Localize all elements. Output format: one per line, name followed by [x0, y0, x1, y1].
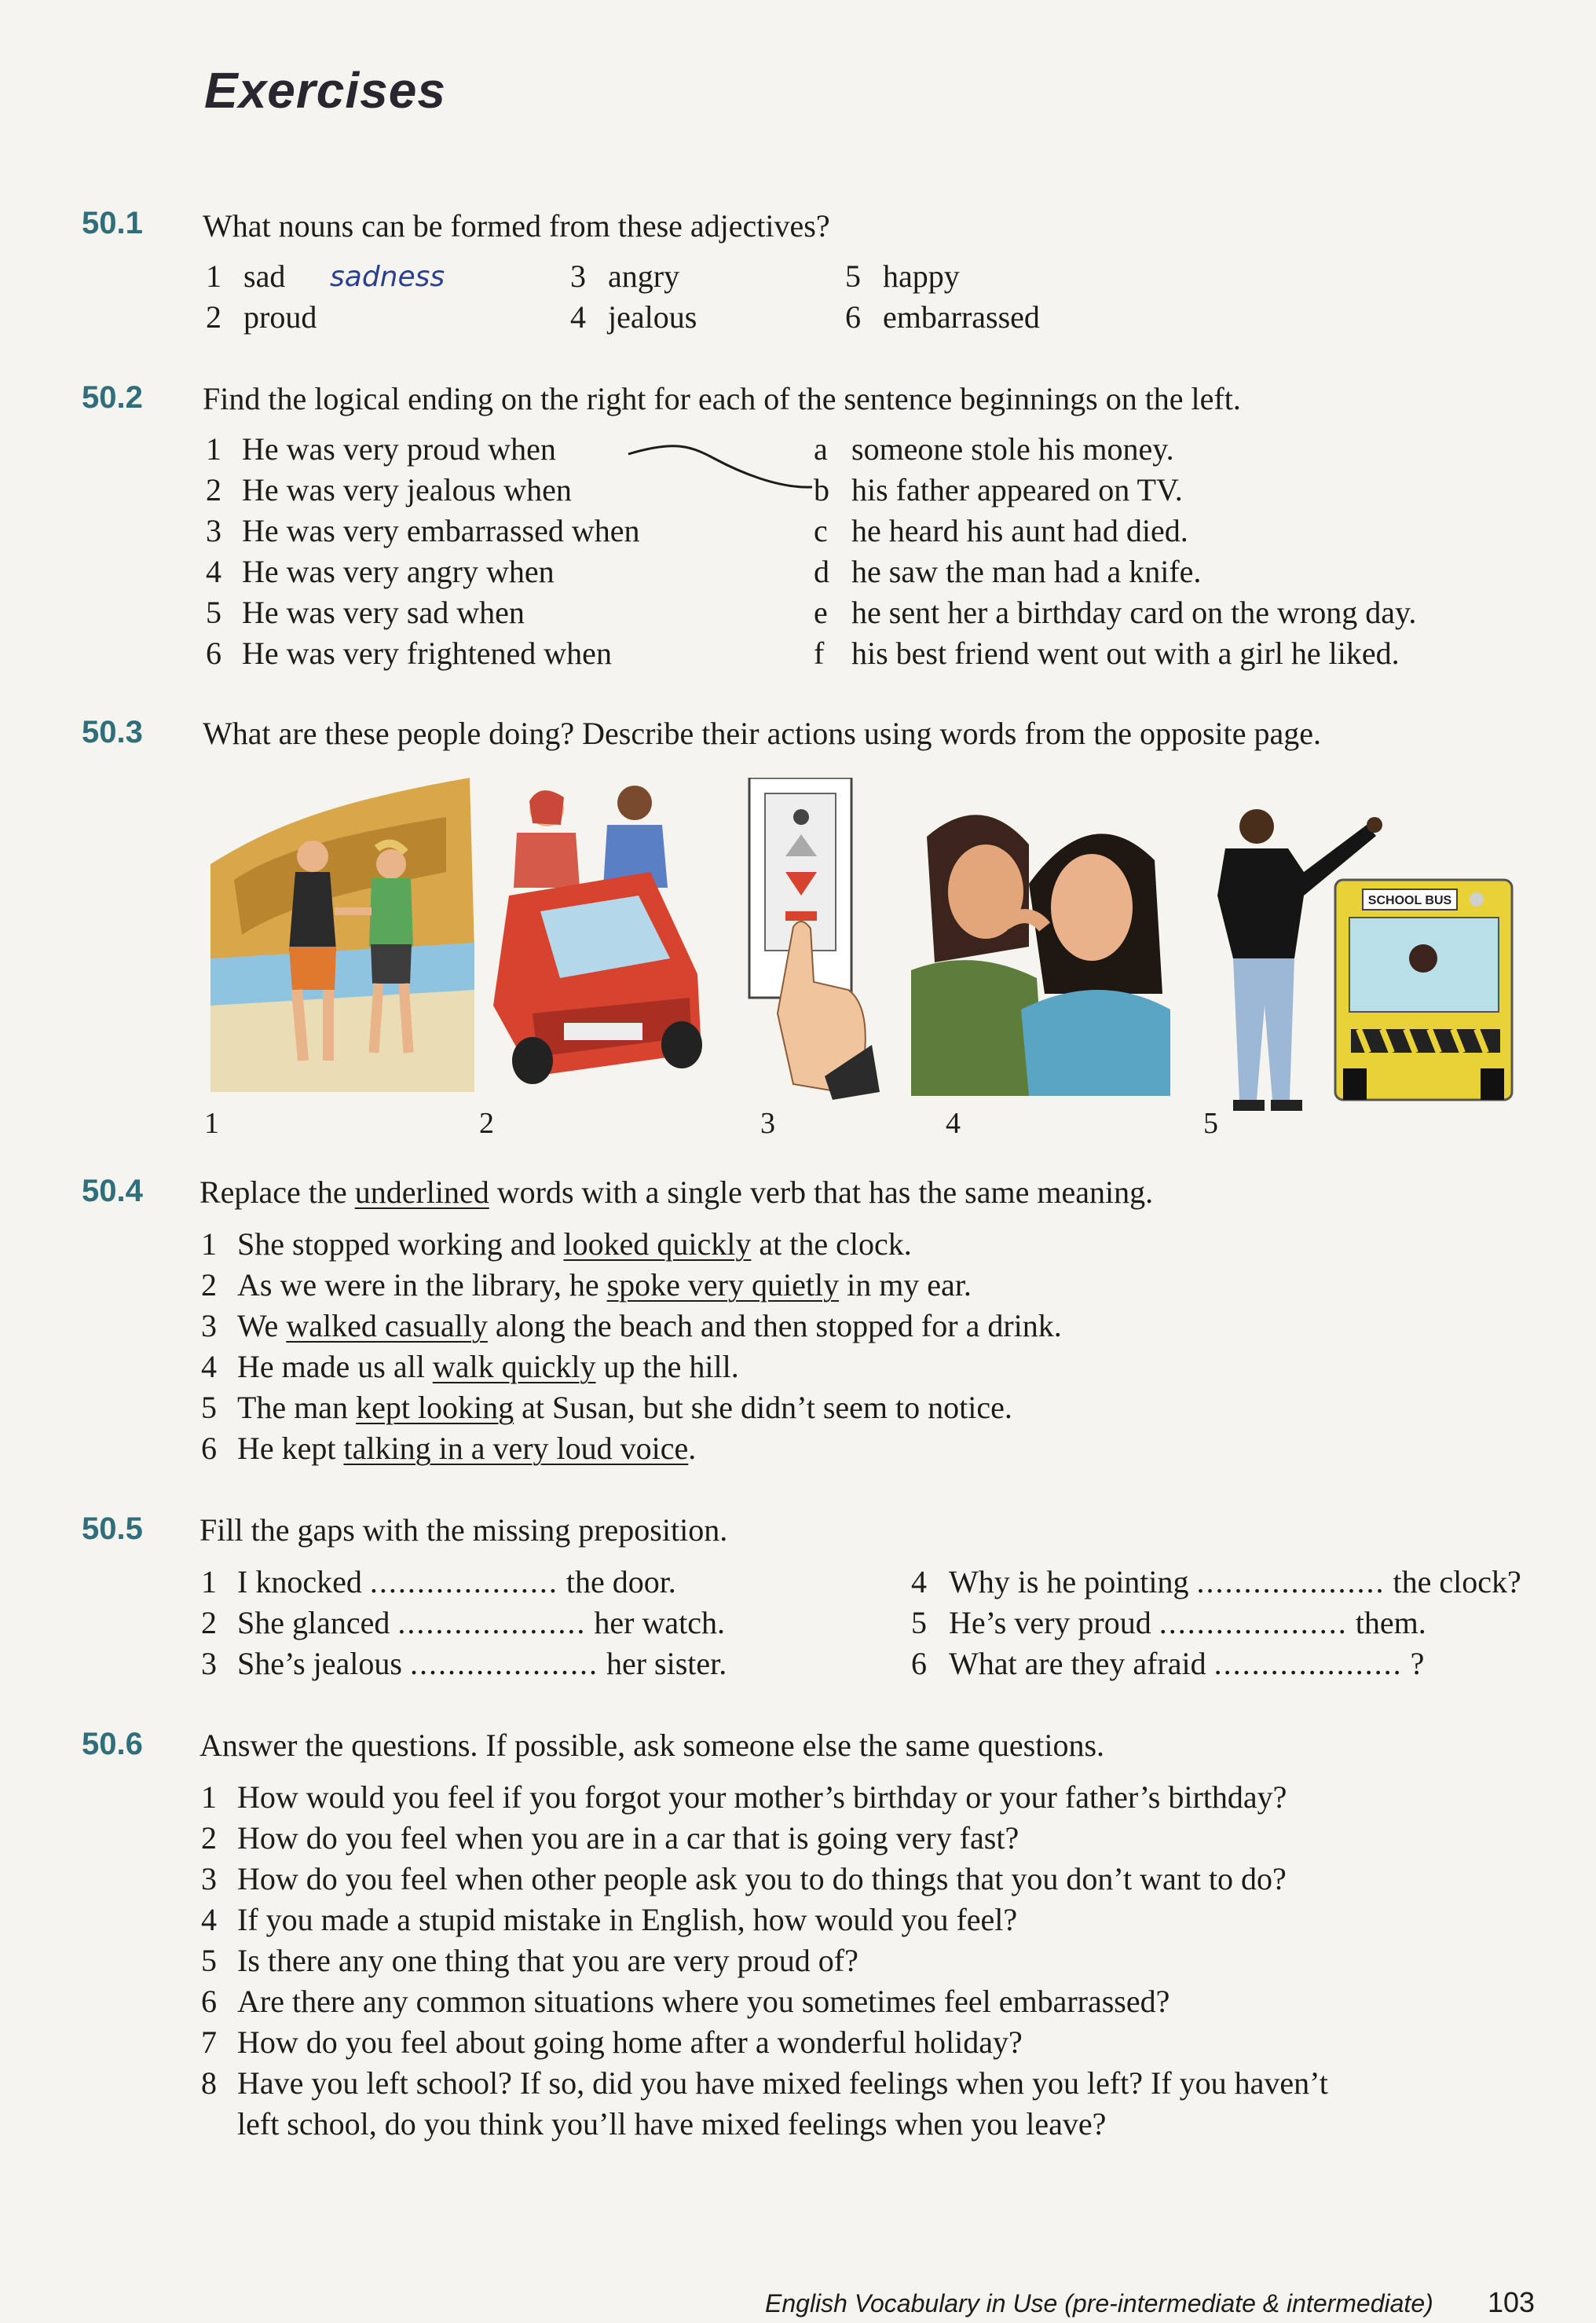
- question: Have you left school? If so, did you have mixed feelings when you left? If you haven’t: [237, 2065, 1328, 2101]
- picture-finger-pressing-button: [738, 778, 880, 1100]
- gap-sentence: She’s jealous .................... her sister.: [237, 1646, 727, 1681]
- item-number: 4: [911, 1564, 927, 1599]
- item-letter: f: [814, 636, 825, 671]
- item-number: 2: [206, 472, 221, 507]
- sentence: He kept talking in a very loud voice.: [237, 1431, 697, 1466]
- page-number: 103: [1488, 2286, 1536, 2318]
- sentence-beginning: He was very embarrassed when: [242, 513, 640, 548]
- sentence-beginning: He was very proud when: [242, 431, 556, 467]
- picture-number: 4: [946, 1107, 961, 1140]
- picture-women-whispering: [911, 790, 1170, 1096]
- gap-sentence: What are they afraid .................... ?: [949, 1646, 1425, 1681]
- item-number: 6: [201, 1431, 217, 1466]
- sentence: We walked casually along the beach and then stopped for a drink.: [237, 1308, 1062, 1343]
- item-number: 2: [201, 1820, 217, 1856]
- exercise-instruction: What nouns can be formed from these adjectives?: [203, 208, 830, 244]
- sentence-ending: his father appeared on TV.: [851, 472, 1183, 507]
- item-number: 4: [206, 554, 221, 589]
- item-number: 8: [201, 2065, 217, 2101]
- item-number: 5: [845, 258, 861, 294]
- sentence-ending: he saw the man had a knife.: [851, 554, 1202, 589]
- gap-blank: ....................: [1196, 1564, 1386, 1599]
- sentence: The man kept looking at Susan, but she didn’t seem to notice.: [237, 1390, 1012, 1425]
- sentence: He made us all walk quickly up the hill.: [237, 1349, 739, 1384]
- gap-blank: ....................: [409, 1646, 598, 1681]
- item-number: 3: [570, 258, 586, 294]
- sentence-beginning: He was very frightened when: [242, 636, 612, 671]
- exercise-instruction: Fill the gaps with the missing preposition.: [200, 1512, 728, 1548]
- matching-line: [620, 440, 817, 503]
- gap-blank: ....................: [397, 1605, 587, 1640]
- gap-sentence: He’s very proud .................... them.: [949, 1605, 1426, 1640]
- exercise-instruction: What are these people doing? Describe their actions using words from the opposite page.: [203, 716, 1322, 751]
- item-word: jealous: [608, 299, 697, 335]
- item-letter: b: [814, 472, 829, 507]
- sentence: As we were in the library, he spoke very quietly in my ear.: [237, 1267, 972, 1303]
- sentence-beginning: He was very sad when: [242, 595, 525, 630]
- item-letter: a: [814, 431, 828, 467]
- sentence: She stopped working and looked quickly at the clock.: [237, 1226, 912, 1262]
- item-number: 3: [206, 513, 221, 548]
- exercise-number: 50.1: [82, 206, 143, 240]
- item-word: happy: [883, 258, 960, 294]
- exercise-number: 50.5: [82, 1511, 143, 1546]
- item-number: 1: [206, 258, 221, 294]
- gap-sentence: I knocked .................... the door.: [237, 1564, 676, 1599]
- picture-pushing-car: [485, 778, 713, 1100]
- item-number: 5: [201, 1390, 217, 1425]
- page-title: Exercises: [204, 62, 446, 119]
- item-number: 3: [201, 1646, 217, 1681]
- handwritten-answer: sadness: [330, 261, 445, 293]
- item-number: 3: [201, 1308, 217, 1343]
- gap-blank: ....................: [1159, 1605, 1348, 1640]
- exercise-number: 50.2: [82, 380, 143, 415]
- exercise-instruction: Find the logical ending on the right for each of the sentence beginnings on the left.: [203, 381, 1241, 416]
- picture-number: 3: [760, 1107, 775, 1140]
- sentence-beginning: He was very jealous when: [242, 472, 572, 507]
- item-number: 1: [201, 1779, 217, 1815]
- question: How do you feel when you are in a car that is going very fast?: [237, 1820, 1019, 1856]
- item-number: 4: [570, 299, 586, 335]
- item-letter: d: [814, 554, 829, 589]
- item-number: 4: [201, 1902, 217, 1937]
- picture-couple-walking-beach: [210, 778, 474, 1092]
- item-number: 1: [201, 1226, 217, 1262]
- question: If you made a stupid mistake in English, how would you feel?: [237, 1902, 1018, 1937]
- question: How would you feel if you forgot your mother’s birthday or your father’s birthday?: [237, 1779, 1287, 1815]
- item-word: sad: [243, 258, 286, 294]
- item-number: 5: [201, 1943, 217, 1978]
- picture-man-waving-at-bus: [1202, 801, 1516, 1116]
- item-number: 3: [201, 1861, 217, 1896]
- gap-blank: ....................: [369, 1564, 558, 1599]
- sentence-ending: his best friend went out with a girl he liked.: [851, 636, 1400, 671]
- sentence-ending: someone stole his money.: [851, 431, 1174, 467]
- item-letter: e: [814, 595, 828, 630]
- footer-book-title: English Vocabulary in Use (pre-intermediate & intermediate): [765, 2289, 1433, 2318]
- sentence-ending: he sent her a birthday card on the wrong day.: [851, 595, 1417, 630]
- exercise-instruction: Answer the questions. If possible, ask someone else the same questions.: [200, 1728, 1105, 1763]
- item-word: proud: [243, 299, 317, 335]
- item-word: angry: [608, 258, 680, 294]
- item-number: 6: [201, 1984, 217, 2019]
- item-number: 6: [845, 299, 861, 335]
- gap-sentence: She glanced .................... her watch.: [237, 1605, 725, 1640]
- item-number: 2: [206, 299, 221, 335]
- question: Is there any one thing that you are very proud of?: [237, 1943, 858, 1978]
- gap-blank: ....................: [1213, 1646, 1403, 1681]
- item-number: 1: [206, 431, 221, 467]
- exercise-number: 50.4: [82, 1174, 143, 1208]
- gap-sentence: Why is he pointing .................... the clock?: [949, 1564, 1521, 1599]
- item-word: embarrassed: [883, 299, 1040, 335]
- question: How do you feel about going home after a wonderful holiday?: [237, 2024, 1023, 2060]
- exercise-instruction: Replace the underlined words with a single verb that has the same meaning.: [200, 1174, 1154, 1210]
- question: How do you feel when other people ask you to do things that you don’t want to do?: [237, 1861, 1287, 1896]
- item-number: 6: [206, 636, 221, 671]
- question-continuation: left school, do you think you’ll have mixed feelings when you leave?: [237, 2106, 1107, 2142]
- picture-number: 2: [479, 1107, 494, 1140]
- item-number: 2: [201, 1267, 217, 1303]
- question: Are there any common situations where you sometimes feel embarrassed?: [237, 1984, 1170, 2019]
- item-number: 6: [911, 1646, 927, 1681]
- picture-number: 5: [1203, 1107, 1218, 1140]
- item-number: 4: [201, 1349, 217, 1384]
- item-number: 5: [206, 595, 221, 630]
- item-number: 2: [201, 1605, 217, 1640]
- picture-number: 1: [204, 1107, 219, 1140]
- item-number: 7: [201, 2024, 217, 2060]
- exercise-number: 50.3: [82, 715, 143, 749]
- item-number: 1: [201, 1564, 217, 1599]
- exercise-number: 50.6: [82, 1727, 143, 1761]
- sentence-beginning: He was very angry when: [242, 554, 555, 589]
- sentence-ending: he heard his aunt had died.: [851, 513, 1188, 548]
- item-number: 5: [911, 1605, 927, 1640]
- bus-sign: SCHOOL BUS: [1367, 894, 1452, 907]
- item-letter: c: [814, 513, 828, 548]
